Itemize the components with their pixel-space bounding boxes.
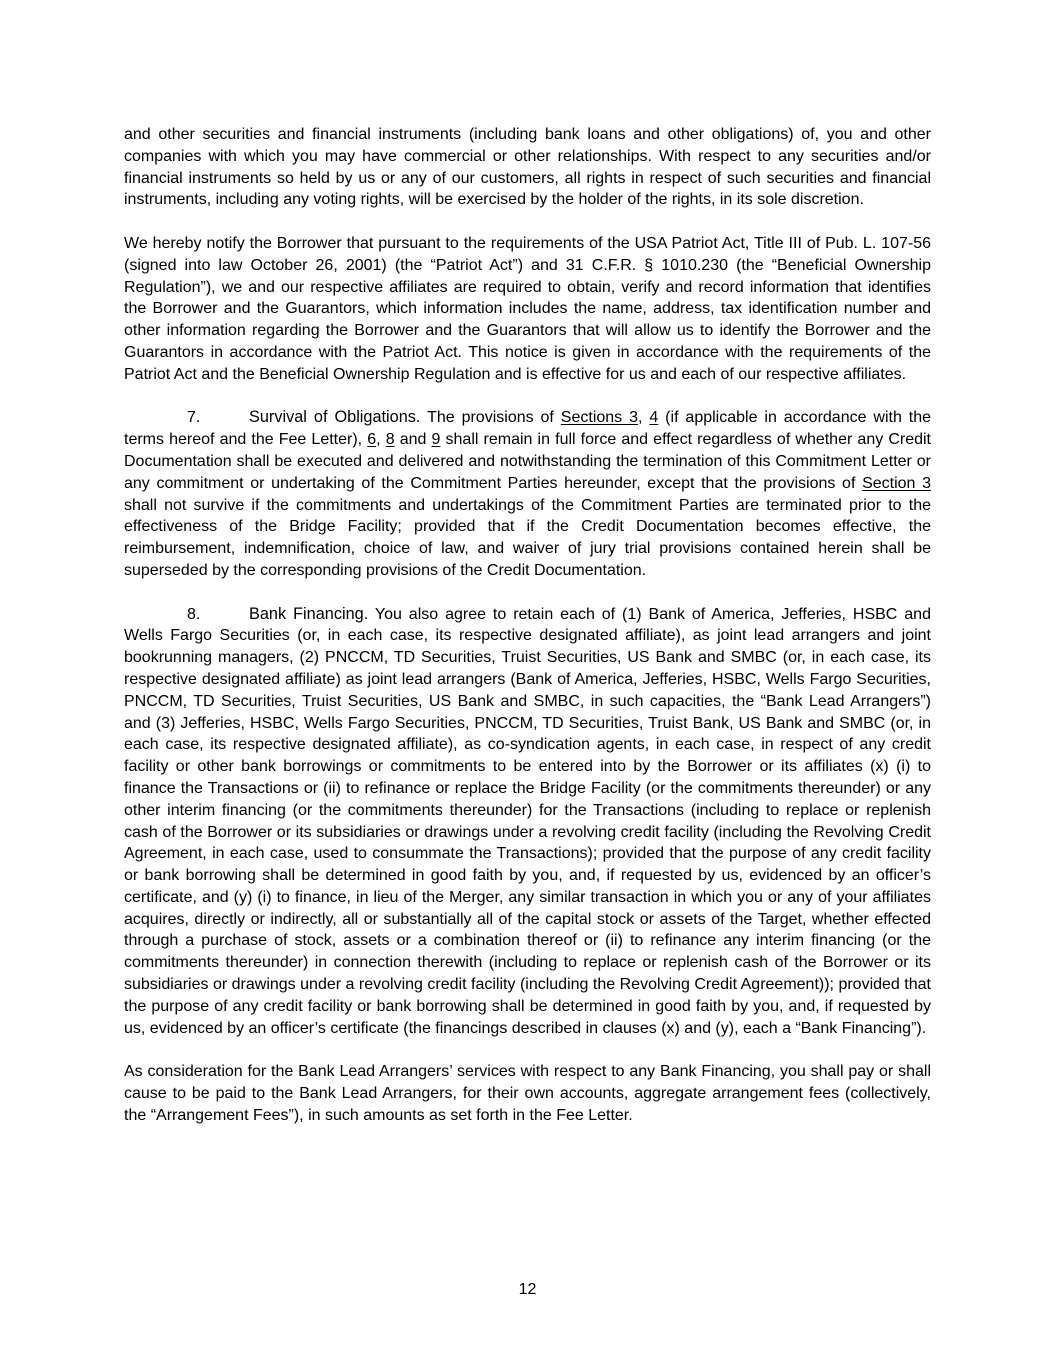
- section-reference-6: 6: [367, 431, 377, 449]
- document-body: [124, 124, 931, 1148]
- paragraph-patriot-act-notice: We hereby notify the Borrower that pursuant to the requirements of the USA Patriot Act, Title III of Pub. L. 107-56 (signed into law October 26, 2001) (the “Patriot Act”) and 31 C.F.R. § 1010.230 (the “Beneficial Ownership Regulation”), we and our respective affiliates are required to obtain, verify and record information that identifies the Borrower and the Guarantors, which information includes the name, address, tax identification number and other information regarding the Borrower and the Guarantors that will allow us to identify the Borrower and the Guarantors in accordance with the Patriot Act. This notice is given in accordance with the requirements of the Patriot Act and the Beneficial Ownership Regulation and is effective for us and each of our respective affiliates.: [124, 234, 931, 383]
- section-8-heading: Bank Financing.: [249, 604, 369, 623]
- section-reference-8: 8: [385, 431, 395, 449]
- section-reference-sections-3: Sections 3: [560, 409, 638, 427]
- section-8-text: You also agree to retain each of (1) Bank of America, Jefferies, HSBC and Wells Fargo Securities (or, in each case, its respective designated affiliate), as joint lead arrangers and joint bookrunning managers, (2) PNCCM, TD Securities, Truist Securities, US Bank and SMBC (or, in each case, its respective designated affiliate) as joint lead arrangers (Bank of America, Jefferies, HSBC, Wells Fargo Securities, PNCCM, TD Securities, Truist Securities, US Bank and SMBC, in such capacities, the “Bank Lead Arrangers”) and (3) Jefferies, HSBC, Wells Fargo Securities, PNCCM, TD Securities, Truist Bank, US Bank and SMBC (or, in each case, its respective designated affiliate), as co-syndication agents, in each case, in respect of any credit facility or other bank borrowings or commitments to be entered into by the Borrower or its affiliates (x) (i) to finance the Transactions or (ii) to refinance or replace the Bridge Facility (or the commitments thereunder) or any other interim financing (or the commitments thereunder) for the Transactions (including to replace or replenish cash of the Borrower or its subsidiaries or drawings under a revolving credit facility (including the Revolving Credit Agreement, in each case, used to consummate the Transactions); provided that the purpose of any credit facility or bank borrowing shall be determined in good faith by you, and, if requested by us, evidenced by an officer’s certificate, and (y) (i) to finance, in lieu of the Merger, any similar transaction in which you or any of your affiliates acquires, directly or indirectly, all or substantially all of the capital stock or assets of the Target, whether effected through a purchase of stock, assets or a combination thereof or (ii) to refinance any interim financing (or the commitments thereunder) in connection therewith (including to replace or replenish cash of the Borrower or its subsidiaries or drawings under a revolving credit facility (including the Revolving Credit Agreement)); provided that the purpose of any credit facility or bank borrowing shall be determined in good faith by you, and, if requested by us, evidenced by an officer’s certificate (the financings described in clauses (x) and (y), each a “Bank Financing”).: [124, 605, 931, 1037]
- section-8-bank-financing: [124, 604, 931, 1040]
- section-7-text: shall remain in full force and effect regardless of whether any Credit Documentation shall be executed and delivered and notwithstanding the termination of this Commitment Letter or any commitment or undertaking of the Commitment Parties hereunder, except that the provisions of: [124, 431, 932, 492]
- section-7-number: 7.: [187, 409, 201, 427]
- section-8-number: 8.: [187, 605, 201, 623]
- section-reference-4: 4: [649, 409, 659, 427]
- section-reference-9: 9: [431, 431, 441, 449]
- section-reference-section-3: Section 3: [862, 474, 932, 492]
- page-number: 12: [518, 1281, 537, 1298]
- section-7-heading: Survival of Obligations.: [249, 408, 421, 427]
- section-7-text: (if applicable in accordance with the terms hereof and the Fee Letter),: [124, 409, 932, 449]
- paragraph-arrangement-fees: As consideration for the Bank Lead Arrangers’ services with respect to any Bank Financing, you shall pay or shall cause to be paid to the Bank Lead Arrangers, for their own accounts, aggregate arrangement fees (collectively, the “Arrangement Fees”), in such amounts as set forth in the Fee Letter.: [124, 1063, 931, 1124]
- section-7-text: ,: [376, 431, 386, 449]
- section-7-text: shall not survive if the commitments and undertakings of the Commitment Parties are terminated prior to the effectiveness of the Bridge Facility; provided that if the Credit Documentation becomes effective, the reimbursement, indemnification, choice of law, and waiver of jury trial provisions contained herein shall be superseded by the corresponding provisions of the Credit Documentation.: [124, 496, 931, 579]
- section-7-text: The provisions of: [420, 409, 561, 427]
- section-7-text: ,: [637, 409, 650, 427]
- section-7-survival-of-obligations: [124, 407, 931, 581]
- section-7-text: and: [394, 431, 432, 449]
- paragraph-securities-rights: and other securities and financial instruments (including bank loans and other obligations) of, you and other companies with which you may have commercial or other relationships. With respect to any securities and/or financial instruments so held by us or any of our customers, all rights in respect of such securities and financial instruments, including any voting rights, will be exercised by the holder of the rights, in its sole discretion.: [124, 126, 931, 209]
